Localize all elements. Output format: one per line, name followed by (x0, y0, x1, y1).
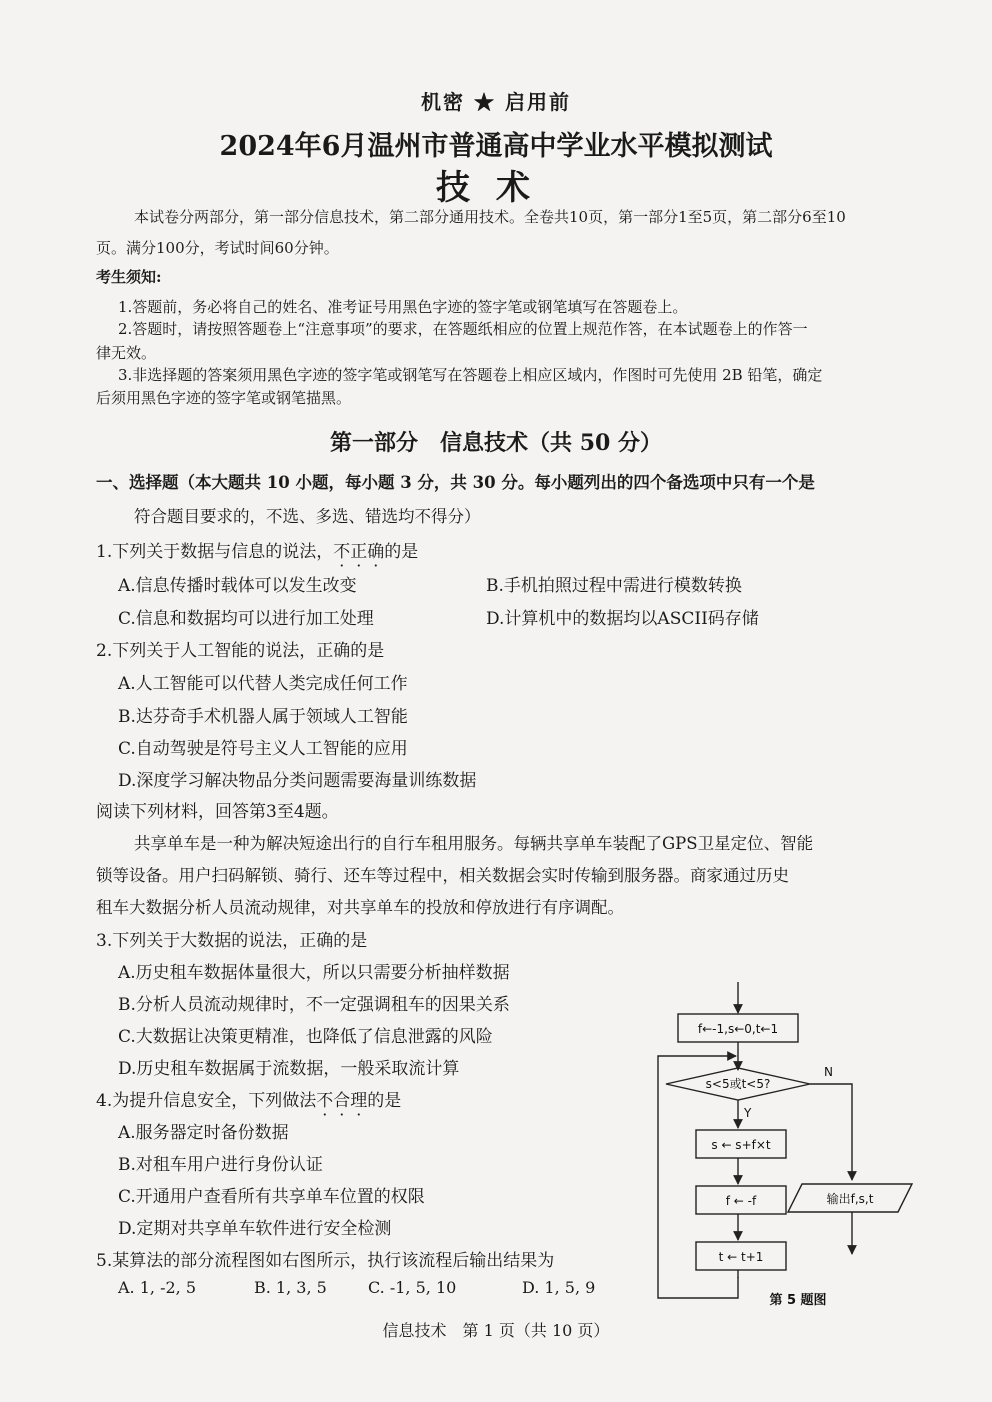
section-heading-line-1: 一、选择题（本大题共 10 小题，每小题 3 分，共 30 分。每小题列出的四个备选项中只有一个是 (96, 473, 815, 492)
flow-step1-text: s ← s+f×t (711, 1138, 771, 1152)
subject-title: 技术 (436, 168, 556, 208)
intro-line-2: 页。满分100分，考试时间60分钟。 (96, 239, 339, 257)
q5-option-c: C. -1, 5, 10 (368, 1278, 457, 1297)
q4-option-b: B.对租车用户进行身份认证 (118, 1155, 323, 1175)
exam-title: 2024年6月温州市普通高中学业水平模拟测试 (219, 131, 773, 162)
q2-option-c: C.自动驾驶是符号主义人工智能的应用 (118, 739, 408, 759)
notice-heading: 考生须知: (96, 268, 162, 286)
flow-step3-text: t ← t+1 (718, 1250, 764, 1264)
q2-option-b: B.达芬奇手术机器人属于领域人工智能 (118, 707, 408, 727)
q5-option-b: B. 1, 3, 5 (254, 1278, 327, 1297)
flow-cond-text: s<5或t<5? (705, 1077, 771, 1091)
q1-option-a: A.信息传播时载体可以发生改变 (118, 576, 357, 596)
q2-option-d: D.深度学习解决物品分类问题需要海量训练数据 (118, 771, 477, 791)
no-arrow (810, 1084, 852, 1180)
notice-item-2b: 律无效。 (96, 344, 157, 362)
q2-option-a: A.人工智能可以代替人类完成任何工作 (118, 674, 408, 694)
q3-option-d: D.历史租车数据属于流数据，一般采取流计算 (118, 1059, 460, 1079)
flow-init-text: f←-1,s←0,t←1 (697, 1022, 779, 1036)
q4-stem (96, 1086, 401, 1111)
confidential-label: 机密 ★ 启用前 (421, 90, 571, 114)
q4-option-c: C.开通用户查看所有共享单车位置的权限 (118, 1187, 425, 1207)
material-lead: 阅读下列材料，回答第3至4题。 (96, 802, 339, 822)
notice-item-1: 1.答题前，务必将自己的姓名、准考证号用黑色字迹的签字笔或钢笔填写在答题卷上。 (118, 298, 688, 316)
q1-stem-pre: 1.下列关于数据与信息的说法， (96, 542, 334, 562)
q3-option-a: A.历史租车数据体量很大，所以只需要分析抽样数据 (118, 963, 510, 983)
q4-option-a: A.服务器定时备份数据 (118, 1123, 289, 1143)
part1-title: 第一部分 信息技术（共 50 分） (330, 430, 662, 456)
q5-stem: 5.某算法的部分流程图如右图所示，执行该流程后输出结果为 (96, 1251, 555, 1271)
notice-item-3b: 后须用黑色字迹的签字笔或钢笔描黑。 (96, 389, 352, 407)
q1-option-c: C.信息和数据均可以进行加工处理 (118, 609, 374, 629)
q4-option-d: D.定期对共享单车软件进行安全检测 (118, 1219, 392, 1239)
q5-option-d: D. 1, 5, 9 (522, 1278, 596, 1297)
q5-option-a: A. 1, -2, 5 (118, 1278, 197, 1297)
q4-stem-emph: 不合理 (316, 1091, 368, 1111)
q3-option-b: B.分析人员流动规律时，不一定强调租车的因果关系 (118, 995, 510, 1015)
q1-stem (96, 537, 418, 562)
q2-stem: 2.下列关于人工智能的说法，正确的是 (96, 641, 385, 661)
flow-caption: 第 5 题图 (769, 1293, 827, 1308)
notice-item-3a: 3.非选择题的答案须用黑色字迹的签字笔或钢笔写在答题卷上相应区域内，作图时可先使用 2B 铅笔，确定 (118, 366, 823, 384)
flow-no-label: N (824, 1065, 833, 1079)
q1-option-b: B.手机拍照过程中需进行模数转换 (486, 576, 742, 596)
flowchart-q5 (640, 980, 940, 1320)
material-line-3: 租车大数据分析人员流动规律，对共享单车的投放和停放进行有序调配。 (96, 898, 624, 917)
notice-item-2a: 2.答题时，请按照答题卷上“注意事项”的要求，在答题纸相应的位置上规范作答，在本试题卷上的作答一 (118, 320, 808, 338)
flow-yes-label: Y (744, 1106, 752, 1120)
q1-stem-emph: 不正确 (333, 542, 385, 562)
q3-option-c: C.大数据让决策更精准，也降低了信息泄露的风险 (118, 1027, 493, 1047)
material-line-1: 共享单车是一种为解决短途出行的自行车租用服务。每辆共享单车装配了GPS卫星定位、智能 (134, 834, 814, 853)
flow-output-text: 输出f,s,t (826, 1192, 874, 1206)
q1-stem-post: 的是 (384, 542, 419, 562)
section-heading-line-2: 符合题目要求的，不选、多选、错选均不得分） (134, 507, 481, 526)
q3-stem: 3.下列关于大数据的说法，正确的是 (96, 931, 368, 951)
page-footer: 信息技术 第 1 页（共 10 页） (382, 1321, 610, 1340)
q1-option-d: D.计算机中的数据均以ASCII码存储 (486, 609, 759, 629)
intro-line-1: 本试卷分两部分，第一部分信息技术，第二部分通用技术。全卷共10页，第一部分1至5页，第二部分6至10 (134, 208, 846, 226)
material-line-2: 锁等设备。用户扫码解锁、骑行、还车等过程中，相关数据会实时传输到服务器。商家通过历史 (96, 866, 789, 885)
q4-stem-post: 的是 (367, 1091, 402, 1111)
flow-step2-text: f ← -f (725, 1194, 757, 1208)
q4-stem-pre: 4.为提升信息安全，下列做法 (96, 1091, 317, 1111)
